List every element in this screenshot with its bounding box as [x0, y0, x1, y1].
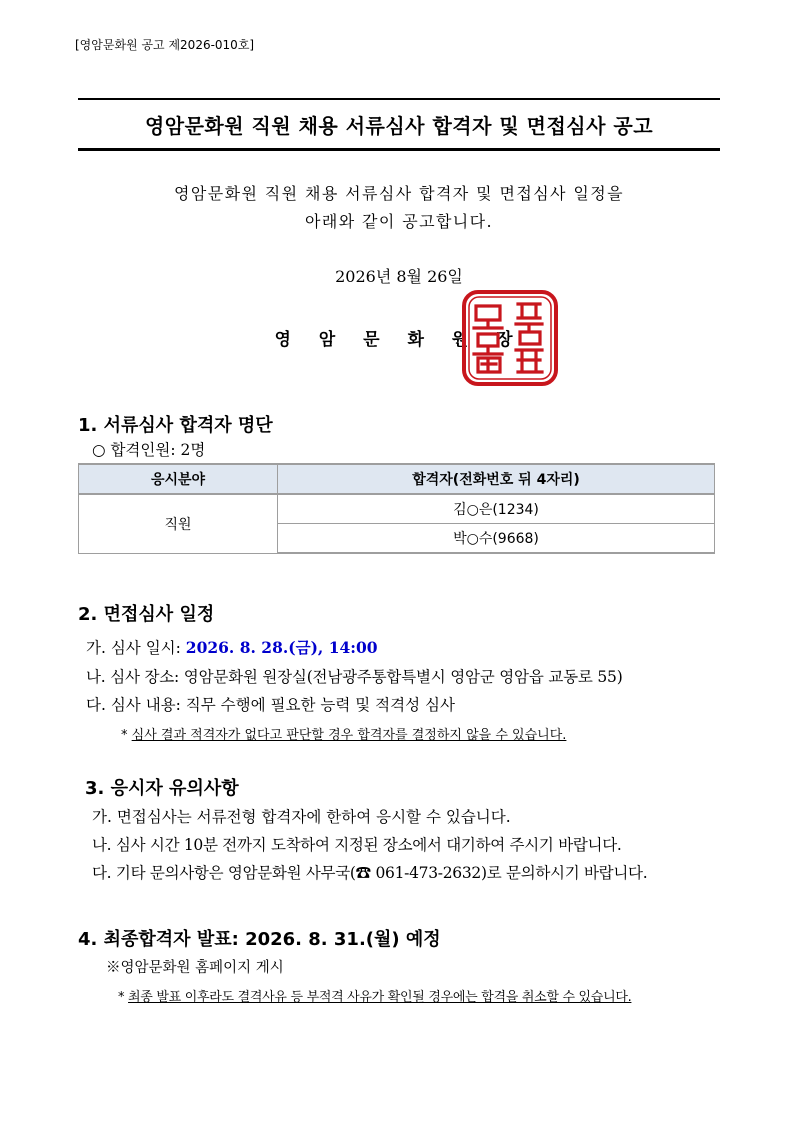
section3-heading: 3. 응시자 유의사항 — [85, 778, 239, 799]
column-header-field: 응시분야 — [79, 464, 278, 494]
organization-name: 영 암 문 화 원 장 — [274, 330, 524, 350]
field-cell: 직원 — [79, 494, 278, 553]
intro-line-1: 영암문화원 직원 채용 서류심사 합격자 및 면접심사 일정을 — [174, 184, 624, 203]
applicant-cell: 김○은(1234) — [278, 494, 715, 524]
note-mark: * — [121, 728, 132, 743]
section2-heading: 2. 면접심사 일정 — [78, 604, 215, 625]
schedule-location: 나. 심사 장소: 영암문화원 원장실(전남광주통합특별시 영암군 영암읍 교동로 55) — [86, 668, 623, 686]
section4-note — [118, 986, 631, 1005]
schedule-datetime-value: 2026. 8. 28.(금), 14:00 — [185, 638, 378, 657]
page-title: 영암문화원 직원 채용 서류심사 합격자 및 면접심사 공고 — [144, 113, 654, 138]
section4-note-text: 최종 발표 이후라도 결격사유 등 부적격 사유가 확인될 경우에는 합격을 취소할 수 있습니다. — [128, 990, 632, 1005]
intro-line-2: 아래와 같이 공고합니다. — [304, 212, 494, 231]
schedule-content: 다. 심사 내용: 직무 수행에 필요한 능력 및 적격성 심사 — [86, 696, 455, 714]
caution-item-2: 나. 심사 시간 10분 전까지 도착하여 지정된 장소에서 대기하여 주시기 바랍니다. — [92, 836, 622, 854]
column-header-applicant: 합격자(전화번호 뒤 4자리) — [278, 464, 715, 494]
note-mark: * — [118, 990, 129, 1005]
table-header-row — [79, 464, 715, 494]
applicant-table — [78, 463, 715, 554]
homepage-notice: ※영암문화원 홈페이지 게시 — [106, 960, 284, 976]
section2-note — [121, 724, 566, 743]
official-seal-icon — [460, 288, 560, 388]
table-row — [79, 494, 715, 524]
section2-note-text: 심사 결과 적격자가 없다고 판단할 경우 합격자를 결정하지 않을 수 있습니다. — [131, 728, 567, 743]
applicant-count: ○ 합격인원: 2명 — [92, 441, 206, 459]
section1-heading: 1. 서류심사 합격자 명단 — [78, 415, 273, 436]
schedule-datetime-label: 가. 심사 일시: — [86, 639, 186, 657]
section4-heading: 4. 최종합격자 발표: 2026. 8. 31.(월) 예정 — [78, 929, 441, 950]
caution-item-1: 가. 면접심사는 서류전형 합격자에 한하여 응시할 수 있습니다. — [92, 808, 511, 826]
caution-item-3: 다. 기타 문의사항은 영암문화원 사무국(☎ 061-473-2632)로 문의하시기 바랍니다. — [92, 864, 648, 882]
applicant-cell: 박○수(9668) — [278, 524, 715, 554]
schedule-datetime — [86, 636, 378, 658]
notice-number: [영암문화원 공고 제2026-010호] — [75, 38, 255, 52]
title-box — [78, 98, 720, 151]
announcement-date: 2026년 8월 26일 — [335, 267, 463, 286]
